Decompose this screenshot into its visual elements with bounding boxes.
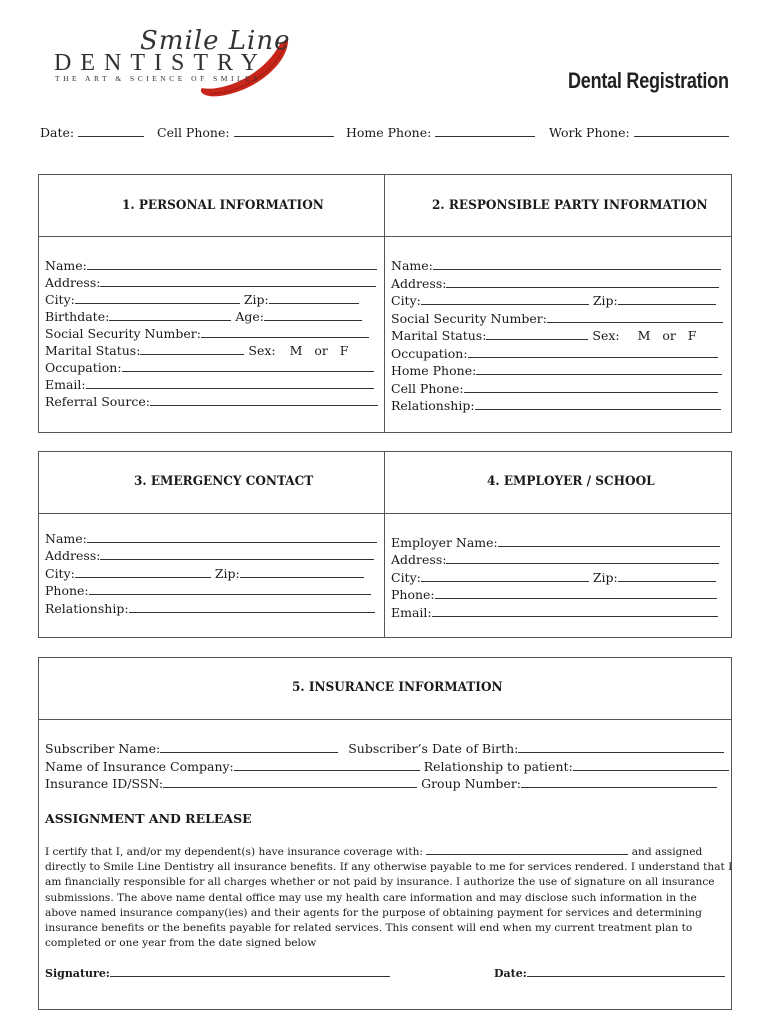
s4-employer-name-field[interactable] [391, 534, 720, 551]
release-paragraph [45, 845, 733, 951]
signature-date-label: Date: [494, 967, 527, 980]
s1-email-field[interactable] [45, 376, 374, 393]
s5-subscriber-dob-label: Subscriber’s Date of Birth: [348, 741, 519, 756]
s3-phone-field[interactable] [45, 582, 371, 599]
signature-label: Signature: [45, 967, 110, 980]
s1-age-label: Age: [235, 309, 264, 324]
s1-occupation-line[interactable] [122, 360, 374, 372]
s5-relationship-label: Relationship to patient: [423, 759, 573, 774]
release-line-5: above named insurance company(ies) and their agents for the purpose of obtaining payment for services and determining [45, 906, 702, 919]
date-line[interactable] [78, 125, 144, 137]
s2-marital-line[interactable] [486, 328, 588, 340]
s1-city-line[interactable] [75, 292, 240, 304]
s3-phone-line[interactable] [89, 583, 371, 595]
s3-relationship-line[interactable] [129, 601, 375, 613]
s2-name-label: Name: [391, 258, 433, 273]
s1-ssn-field[interactable] [45, 325, 369, 342]
s2-name-line[interactable] [433, 258, 721, 270]
s4-address-field[interactable] [391, 551, 719, 568]
s2-occupation-line[interactable] [468, 346, 718, 358]
s2-address-field[interactable] [391, 275, 719, 292]
s2-occupation-label: Occupation: [391, 346, 468, 361]
s1-name-field[interactable] [45, 257, 377, 274]
s1-sex-label: Sex: [248, 343, 276, 358]
s4-phone-label: Phone: [391, 587, 435, 602]
s1-birthdate-label: Birthdate: [45, 309, 110, 324]
s1-referral-label: Referral Source: [45, 394, 150, 409]
section5-title: 5. INSURANCE INFORMATION [292, 680, 503, 695]
s3-address-label: Address: [45, 548, 101, 563]
s2-zip-label: Zip: [592, 293, 618, 308]
s5-insurance-company-line[interactable] [234, 759, 420, 771]
s2-city-label: City: [391, 293, 421, 308]
s5-group-number-label: Group Number: [421, 776, 522, 791]
insurance-box [38, 657, 732, 1010]
s2-ssn-field[interactable] [391, 310, 723, 327]
s5-row2[interactable] [45, 758, 729, 775]
s2-relationship-label: Relationship: [391, 398, 475, 413]
logo-script-text: Smile Line [140, 26, 291, 56]
home-phone-line[interactable] [435, 125, 535, 137]
box-header-divider [38, 236, 732, 237]
s5-insurance-company-label: Name of Insurance Company: [45, 759, 234, 774]
s1-referral-field[interactable] [45, 393, 378, 410]
s2-occupation-field[interactable] [391, 345, 718, 362]
s4-phone-line[interactable] [435, 587, 717, 599]
s3-relationship-field[interactable] [45, 600, 375, 617]
s2-ssn-label: Social Security Number: [391, 311, 547, 326]
s4-email-field[interactable] [391, 604, 718, 621]
s2-name-field[interactable] [391, 257, 721, 274]
s4-city-label: City: [391, 570, 421, 585]
s1-city-label: City: [45, 292, 75, 307]
release-line-1 [45, 845, 730, 860]
insurance-coverage-line[interactable] [426, 845, 628, 855]
s1-marital-line[interactable] [140, 343, 244, 355]
release-text-1b: and assigned [631, 846, 703, 858]
s2-home-phone-field[interactable] [391, 362, 722, 379]
s1-address-line[interactable] [100, 275, 376, 287]
s3-city-field[interactable] [45, 565, 364, 582]
logo-main-text: DENTISTRY [54, 50, 267, 76]
s3-relationship-label: Relationship: [45, 601, 129, 616]
s1-city-field[interactable] [45, 291, 359, 308]
s4-employer-name-label: Employer Name: [391, 535, 498, 550]
signature-date-line[interactable] [527, 967, 725, 977]
cell-phone-line[interactable] [234, 125, 334, 137]
work-phone-field[interactable] [549, 125, 729, 140]
release-line-7: completed or one year from the date signed below [45, 937, 317, 950]
s2-marital-field[interactable] [391, 327, 696, 344]
s2-home-phone-line[interactable] [476, 363, 722, 375]
s3-name-field[interactable] [45, 530, 377, 547]
s1-name-line[interactable] [87, 258, 377, 270]
s1-ssn-line[interactable] [201, 326, 369, 338]
s4-address-line[interactable] [446, 552, 719, 564]
s1-birthdate-field[interactable] [45, 308, 362, 325]
s3-zip-line[interactable] [240, 566, 364, 578]
box3-header-divider [38, 719, 732, 720]
logo-tagline: THE ART & SCIENCE OF SMILES [55, 74, 261, 83]
s1-zip-label: Zip: [243, 292, 269, 307]
s5-subscriber-name-line[interactable] [160, 741, 338, 753]
s4-email-line[interactable] [432, 605, 718, 617]
s1-sex-options[interactable]: M or F [289, 343, 349, 358]
s4-city-field[interactable] [391, 569, 716, 586]
date-field[interactable] [40, 125, 144, 140]
s2-ssn-line[interactable] [547, 311, 723, 323]
s2-cell-phone-line[interactable] [464, 381, 718, 393]
section4-title: 4. EMPLOYER / SCHOOL [487, 474, 655, 489]
s4-zip-label: Zip: [592, 570, 618, 585]
work-phone-line[interactable] [634, 125, 729, 137]
s1-birthdate-line[interactable] [109, 309, 231, 321]
release-line-3: am financially responsible for all charges whether or not paid by insurance. I authorize the use of signature on all insurance [45, 876, 715, 889]
s2-cell-phone-label: Cell Phone: [391, 381, 464, 396]
s1-email-label: Email: [45, 377, 86, 392]
s4-zip-line[interactable] [618, 570, 716, 582]
page-title: Dental Registration [568, 68, 729, 93]
s1-email-line[interactable] [86, 377, 374, 389]
s4-address-label: Address: [391, 552, 447, 567]
s4-email-label: Email: [391, 605, 432, 620]
s5-insurance-id-line[interactable] [163, 776, 417, 788]
s2-city-field[interactable] [391, 292, 716, 309]
s4-employer-name-line[interactable] [498, 535, 720, 547]
s2-address-line[interactable] [446, 276, 719, 288]
cell-phone-label: Cell Phone: [157, 125, 230, 140]
s3-city-line[interactable] [75, 566, 211, 578]
s2-relationship-line[interactable] [475, 398, 721, 410]
signature-date-field[interactable] [494, 967, 725, 980]
s5-row1[interactable] [45, 740, 724, 757]
s2-home-phone-label: Home Phone: [391, 363, 477, 378]
s4-city-line[interactable] [421, 570, 589, 582]
s3-city-label: City: [45, 566, 75, 581]
s1-marital-field[interactable] [45, 342, 348, 359]
s2-marital-label: Marital Status: [391, 328, 487, 343]
s2-sex-options[interactable]: M or F [637, 328, 697, 343]
home-phone-label: Home Phone: [346, 125, 432, 140]
s1-occupation-field[interactable] [45, 359, 374, 376]
assignment-heading: ASSIGNMENT AND RELEASE [45, 811, 252, 826]
s1-address-label: Address: [45, 275, 101, 290]
s1-age-line[interactable] [264, 309, 362, 321]
s1-zip-line[interactable] [269, 292, 359, 304]
release-text-1a: I certify that I, and/or my dependent(s) have insurance coverage with: [45, 846, 423, 858]
signature-line[interactable] [110, 967, 390, 977]
s5-row3[interactable] [45, 775, 717, 792]
s1-occupation-label: Occupation: [45, 360, 122, 375]
s1-referral-line[interactable] [150, 394, 378, 406]
s3-phone-label: Phone: [45, 583, 89, 598]
box-divider [384, 174, 385, 433]
section3-title: 3. EMERGENCY CONTACT [134, 474, 314, 489]
cell-phone-field[interactable] [157, 125, 334, 140]
s2-cell-phone-field[interactable] [391, 380, 718, 397]
release-line-4: submissions. The above name dental office may use my health care information and may disclose such information in the [45, 891, 697, 904]
s2-relationship-field[interactable] [391, 397, 721, 414]
box2-divider [384, 451, 385, 638]
section2-title: 2. RESPONSIBLE PARTY INFORMATION [432, 198, 708, 213]
s3-address-field[interactable] [45, 547, 374, 564]
s3-address-line[interactable] [100, 548, 374, 560]
s5-group-number-line[interactable] [521, 776, 717, 788]
s3-name-label: Name: [45, 531, 87, 546]
s3-name-line[interactable] [87, 531, 377, 543]
work-phone-label: Work Phone: [549, 125, 630, 140]
box2-header-divider [38, 513, 732, 514]
s1-address-field[interactable] [45, 274, 376, 291]
s4-phone-field[interactable] [391, 586, 717, 603]
s2-zip-line[interactable] [618, 293, 716, 305]
s2-sex-label: Sex: [592, 328, 620, 343]
s3-zip-label: Zip: [214, 566, 240, 581]
section1-title: 1. PERSONAL INFORMATION [122, 198, 324, 213]
s1-ssn-label: Social Security Number: [45, 326, 201, 341]
release-line-6: insurance benefits or the benefits payable for related services. This consent will end when my current treatment plan to [45, 922, 693, 935]
home-phone-field[interactable] [346, 125, 535, 140]
s5-subscriber-dob-line[interactable] [518, 741, 724, 753]
date-label: Date: [40, 125, 75, 140]
s1-name-label: Name: [45, 258, 87, 273]
s5-insurance-id-label: Insurance ID/SSN: [45, 776, 164, 791]
s5-relationship-line[interactable] [573, 759, 729, 771]
release-line-2: directly to Smile Line Dentistry all insurance benefits. If any otherwise payable to me for services rendered. I understand that I [45, 861, 733, 874]
s5-subscriber-name-label: Subscriber Name: [45, 741, 161, 756]
signature-field[interactable] [45, 967, 390, 980]
s2-city-line[interactable] [421, 293, 589, 305]
s2-address-label: Address: [391, 276, 447, 291]
s1-marital-label: Marital Status: [45, 343, 141, 358]
